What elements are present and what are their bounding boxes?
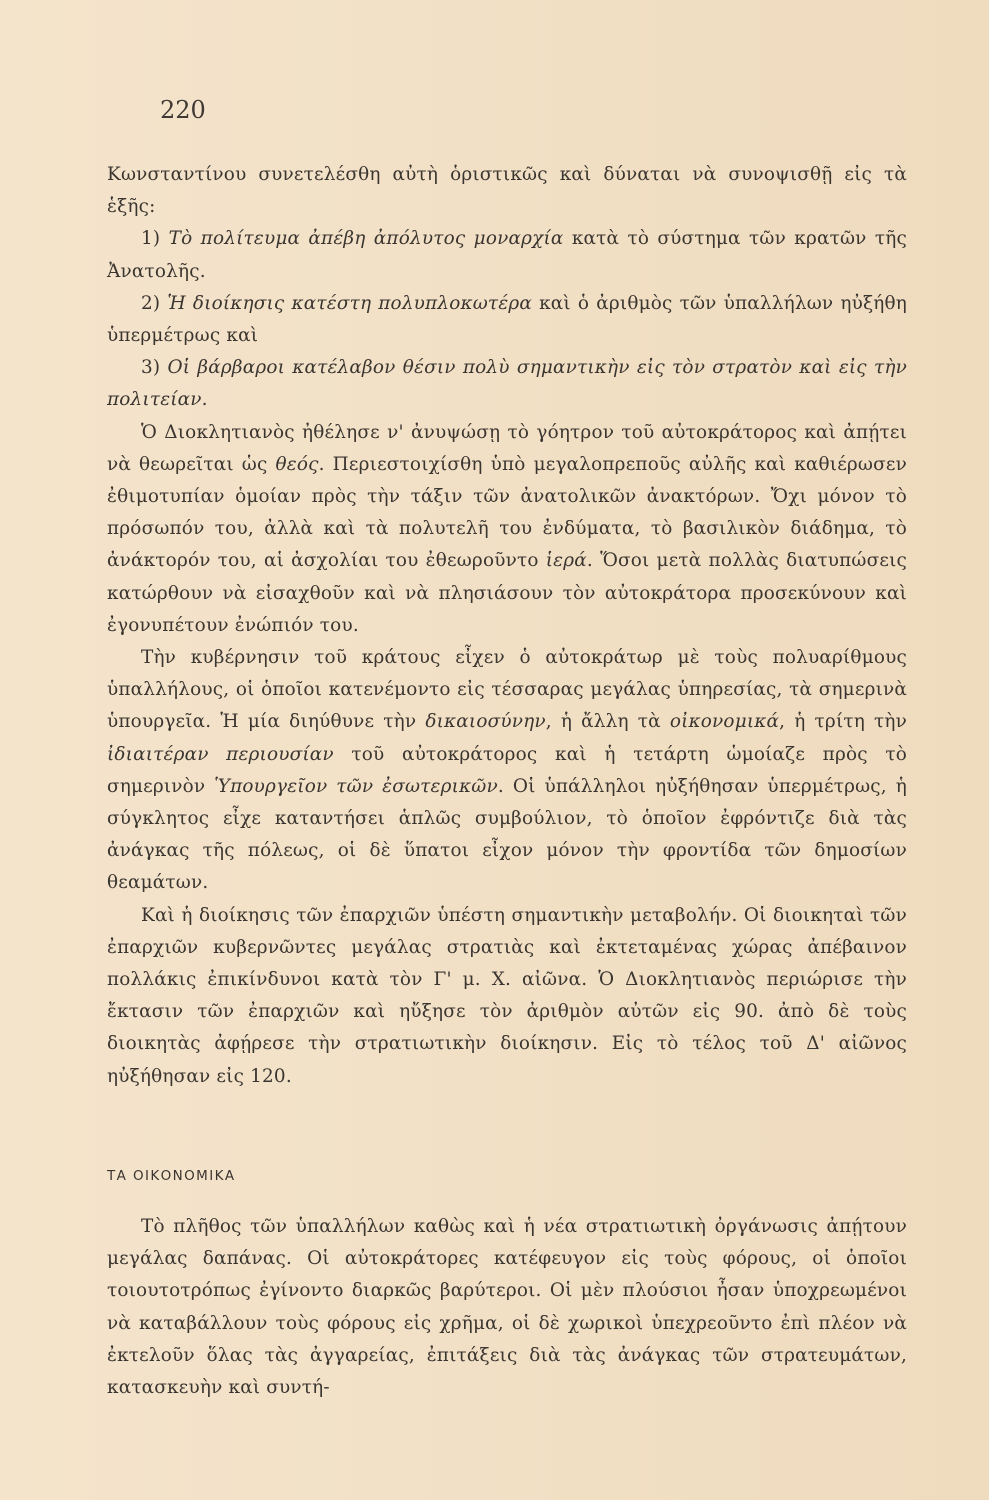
main-text [107,159,907,1093]
paragraph [107,223,907,287]
paragraph [107,417,907,642]
italic-text-run: Ὑπουργεῖον τῶν ἐσωτερικῶν [214,775,498,797]
text-run: , ἡ ἄλλη τὰ [545,711,670,733]
text-run: 2) [141,292,168,314]
text-run: Τὴν κυβέρνησιν τοῦ κράτους εἶχεν ὁ αὐτοκράτωρ μὲ τοὺς πολυαρίθμους ὑπαλλήλους, οἱ ὁποῖοι κατενέμοντο εἰς τέσσαρας μεγάλας ὑπηρεσίας, τὰ σημερινὰ ὑπουργεῖα. Ἡ μία διηύθυνε τὴν [107,647,907,733]
italic-text-run: ἱερά [545,550,587,572]
italic-text-run: οἰκονομικά [669,711,780,733]
italic-text-run: ἰδιαιτέραν περιουσίαν [107,743,334,765]
paragraph [107,900,907,1093]
text-run: Κωνσταντίνου συνετελέσθη αὐτὴ ὁριστικῶς καὶ δύναται νὰ συνοψισθῇ εἰς τὰ ἑξῆς: [107,164,907,218]
text-run: . Περιεστοιχίσθη ὑπὸ μεγαλοπρεποῦς αὐλῆς καὶ καθιέρωσεν ἐθιμοτυπίαν ὁμοίαν πρὸς τὴν τάξιν τῶν ἀνατολικῶν ἀνακτόρων. Ὄχι μόνον τὸ πρόσωπόν του, ἀλλὰ καὶ τὰ πολυτελῆ του ἐνδύματα, τὸ βασιλικὸν διάδημα, τὸ ἀνάκτορόν του, αἱ ἀσχολίαι του ἐθεωροῦντο [107,453,907,572]
text-run: καὶ ὁ ἀριθμὸς τῶν ὑπαλλήλων ηὐξήθη ὑπερμέτρως καὶ [107,292,908,347]
italic-text-run: Οἱ βάρβαροι κατέλαβον θέσιν πολὺ σημαντικὴν εἰς τὸν στρατὸν καὶ εἰς τὴν πολιτείαν. [107,357,907,411]
section-text [107,1211,907,1404]
paragraph [107,352,907,416]
text-run: 1) [141,228,169,250]
text-run: κατὰ τὸ σύστημα τῶν κρατῶν τῆς Ἀνατολῆς. [107,228,907,282]
text-run: . Ὅσοι μετὰ πολλὰς διατυπώσεις κατώρθουν νὰ εἰσαχθοῦν καὶ νὰ πλησιάσουν τὸν αὐτοκράτορα προσεκύνουν καὶ ἐγονυπέτουν ἐνώπιόν του. [107,550,908,636]
italic-text-run: δικαιοσύνην [425,711,546,733]
text-run: τοῦ αὐτοκράτορος καὶ ἡ τετάρτη ὡμοίαζε πρὸς τὸ σημερινὸν [107,743,907,797]
text-run: . Οἱ ὑπάλληλοι ηὐξήθησαν ὑπερμέτρως, ἡ σύγκλητος εἶχε καταντήσει ἁπλῶς συμβούλιον, τὸ ὁποῖον ἐφρόντιζε διὰ τὰς ἀνάγκας τῆς πόλεως, οἱ δὲ ὕπατοι εἶχον μόνον τὴν φροντίδα τῶν δημοσίων θεαμάτων. [107,775,907,894]
text-run: , ἡ τρίτη τὴν [779,711,907,733]
section-heading: ΤΑ ΟΙΚΟΝΟΜΙΚΑ [107,1168,236,1184]
paragraph [107,159,907,223]
paragraph: Τὸ πλῆθος τῶν ὑπαλλήλων καθὼς καὶ ἡ νέα στρατιωτικὴ ὀργάνωσις ἀπῄτουν μεγάλας δαπάνας. Οἱ αὐτοκράτορες κατέφευγον εἰς τοὺς φόρους, οἱ ὁποῖοι τοιουτοτρόπως ἐγίνοντο διαρκῶς βαρύτεροι. Οἱ μὲν πλούσιοι ἦσαν ὑποχρεωμένοι νὰ καταβάλλουν τοὺς φόρους εἰς χρῆμα, οἱ δὲ χωρικοὶ ὑπεχρεοῦντο ἐπὶ πλέον νὰ ἐκτελοῦν ὅλας τὰς ἀγγαρείας, ἐπιτάξεις διὰ τὰς ἀνάγκας τῶν στρατευμάτων, κατασκευὴν καὶ συντή- [107,1216,907,1399]
text-run: Ὁ Διοκλητιανὸς ἠθέλησε ν' ἀνυψώσῃ τὸ γόητρον τοῦ αὐτοκράτορος καὶ ἀπῄτει νὰ θεωρεῖται ὡς [107,421,907,475]
italic-text-run: θεός [275,453,319,475]
italic-text-run: Ἡ διοίκησις κατέστη πολυπλοκωτέρα [167,292,533,314]
paragraph [107,288,907,352]
italic-text-run: Τὸ πολίτευμα ἀπέβη ἀπόλυτος μοναρχία [168,228,564,250]
page-number: 220 [160,96,206,124]
text-run: Καὶ ἡ διοίκησις τῶν ἐπαρχιῶν ὑπέστη σημαντικὴν μεταβολήν. Οἱ διοικηταὶ τῶν ἐπαρχιῶν κυβερνῶντες μεγάλας στρατιὰς καὶ ἐκτεταμένας χώρας ἀπέβαινον πολλάκις ἐπικίνδυνοι κατὰ τὸν Γ' μ. Χ. αἰῶνα. Ὁ Διοκλητιανὸς περιώρισε τὴν ἔκτασιν τῶν ἐπαρχιῶν καὶ ηὔξησε τὸν ἀριθμὸν αὐτῶν εἰς 90. ἀπὸ δὲ τοὺς διοικητὰς ἀφῄρεσε τὴν στρατιωτικὴν διοίκησιν. Εἰς τὸ τέλος τοῦ Δ' αἰῶνος ηὐξήθησαν εἰς 120. [107,904,907,1087]
text-run: 3) [141,357,168,379]
paragraph [107,642,907,900]
